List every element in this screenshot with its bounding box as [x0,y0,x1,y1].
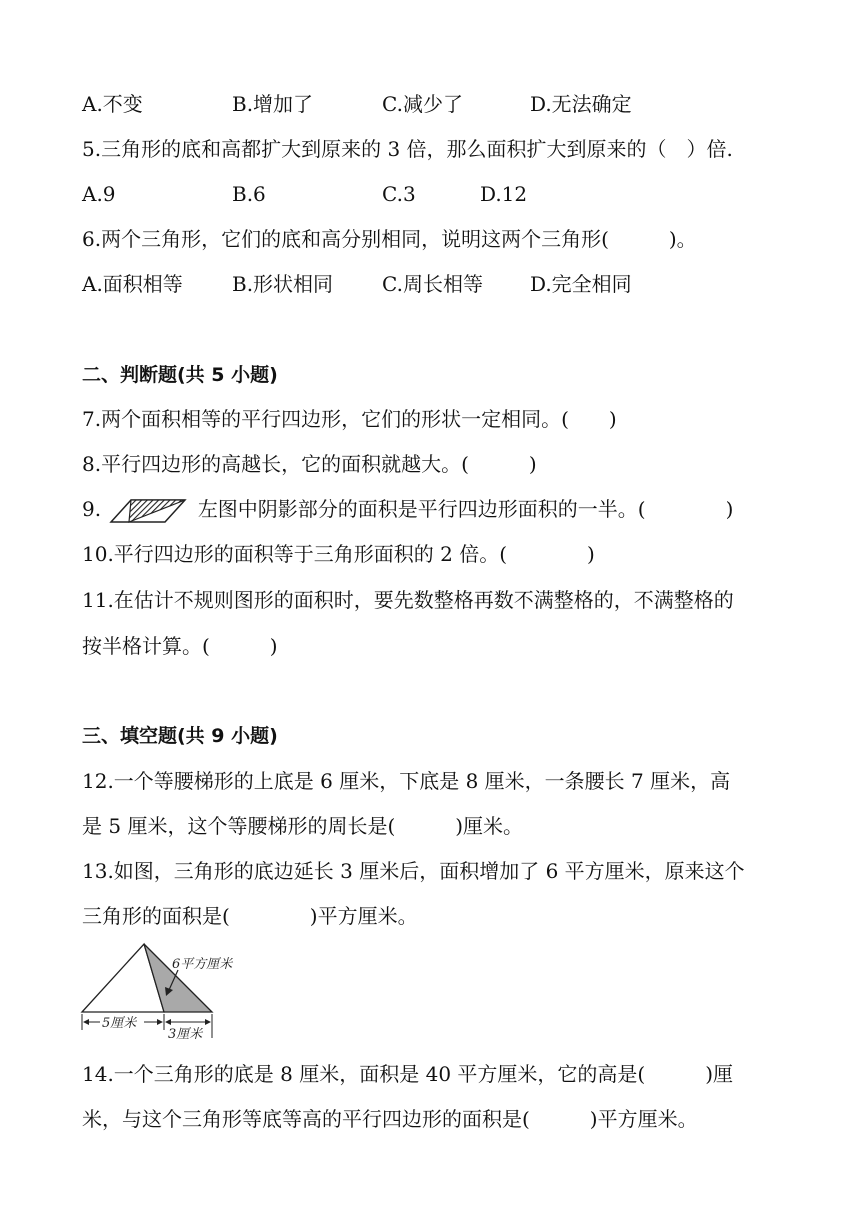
q6-option-a: A.面积相等 [82,272,183,296]
q5-option-b: B.6 [232,182,266,206]
q6-option-b: B.形状相同 [232,272,334,296]
q8-text: 8.平行四边形的高越长，它的面积就越大。( ) [82,452,537,476]
q11-line1: 11.在估计不规则图形的面积时，要先数整格再数不满整格的，不满整格的 [82,588,734,612]
q11-line2: 按半格计算。( ) [82,634,278,658]
q4-option-c: C.减少了 [382,92,463,116]
q5-option-c: C.3 [382,182,416,206]
section2-title: 二、判断题(共 5 小题) [82,364,278,386]
figure-base-5cm: 5厘米 [102,1016,137,1031]
q9-text: 左图中阴影部分的面积是平行四边形面积的一半。( ) [197,497,734,521]
q9-number: 9. [82,497,102,521]
section3-title: 三、填空题(共 9 小题) [82,725,278,747]
q7-text: 7.两个面积相等的平行四边形，它们的形状一定相同。( ) [82,407,617,431]
q9-row [82,494,733,524]
q13-triangle-figure [78,940,258,1042]
q6-text: 6.两个三角形，它们的底和高分别相同，说明这两个三角形( )。 [82,227,697,251]
q4-option-d: D.无法确定 [530,92,632,116]
q10-text: 10.平行四边形的面积等于三角形面积的 2 倍。( ) [82,542,595,566]
q5-option-d: D.12 [480,182,528,206]
q12-line2: 是 5 厘米，这个等腰梯形的周长是( )厘米。 [82,814,524,838]
q5-option-a: A.9 [82,182,116,206]
q4-option-a: A.不变 [82,92,143,116]
q9-parallelogram-figure [109,498,187,524]
figure-base-3cm: 3厘米 [168,1027,203,1042]
q4-option-b: B.增加了 [232,92,314,116]
q14-line1: 14.一个三角形的底是 8 厘米，面积是 40 平方厘米，它的高是( )厘 [82,1062,734,1086]
q14-line2: 米，与这个三角形等底等高的平行四边形的面积是( )平方厘米。 [82,1107,698,1131]
q13-line2: 三角形的面积是( )平方厘米。 [82,904,418,928]
q5-text: 5.三角形的底和高都扩大到原来的 3 倍，那么面积扩大到原来的（ ）倍. [82,137,733,161]
q6-option-c: C.周长相等 [382,272,483,296]
q6-option-d: D.完全相同 [530,272,632,296]
q12-line1: 12.一个等腰梯形的上底是 6 厘米，下底是 8 厘米，一条腰长 7 厘米，高 [82,769,731,793]
q13-line1: 13.如图，三角形的底边延长 3 厘米后，面积增加了 6 平方厘米，原来这个 [82,859,745,883]
figure-area-label: 6平方厘米 [172,957,233,972]
